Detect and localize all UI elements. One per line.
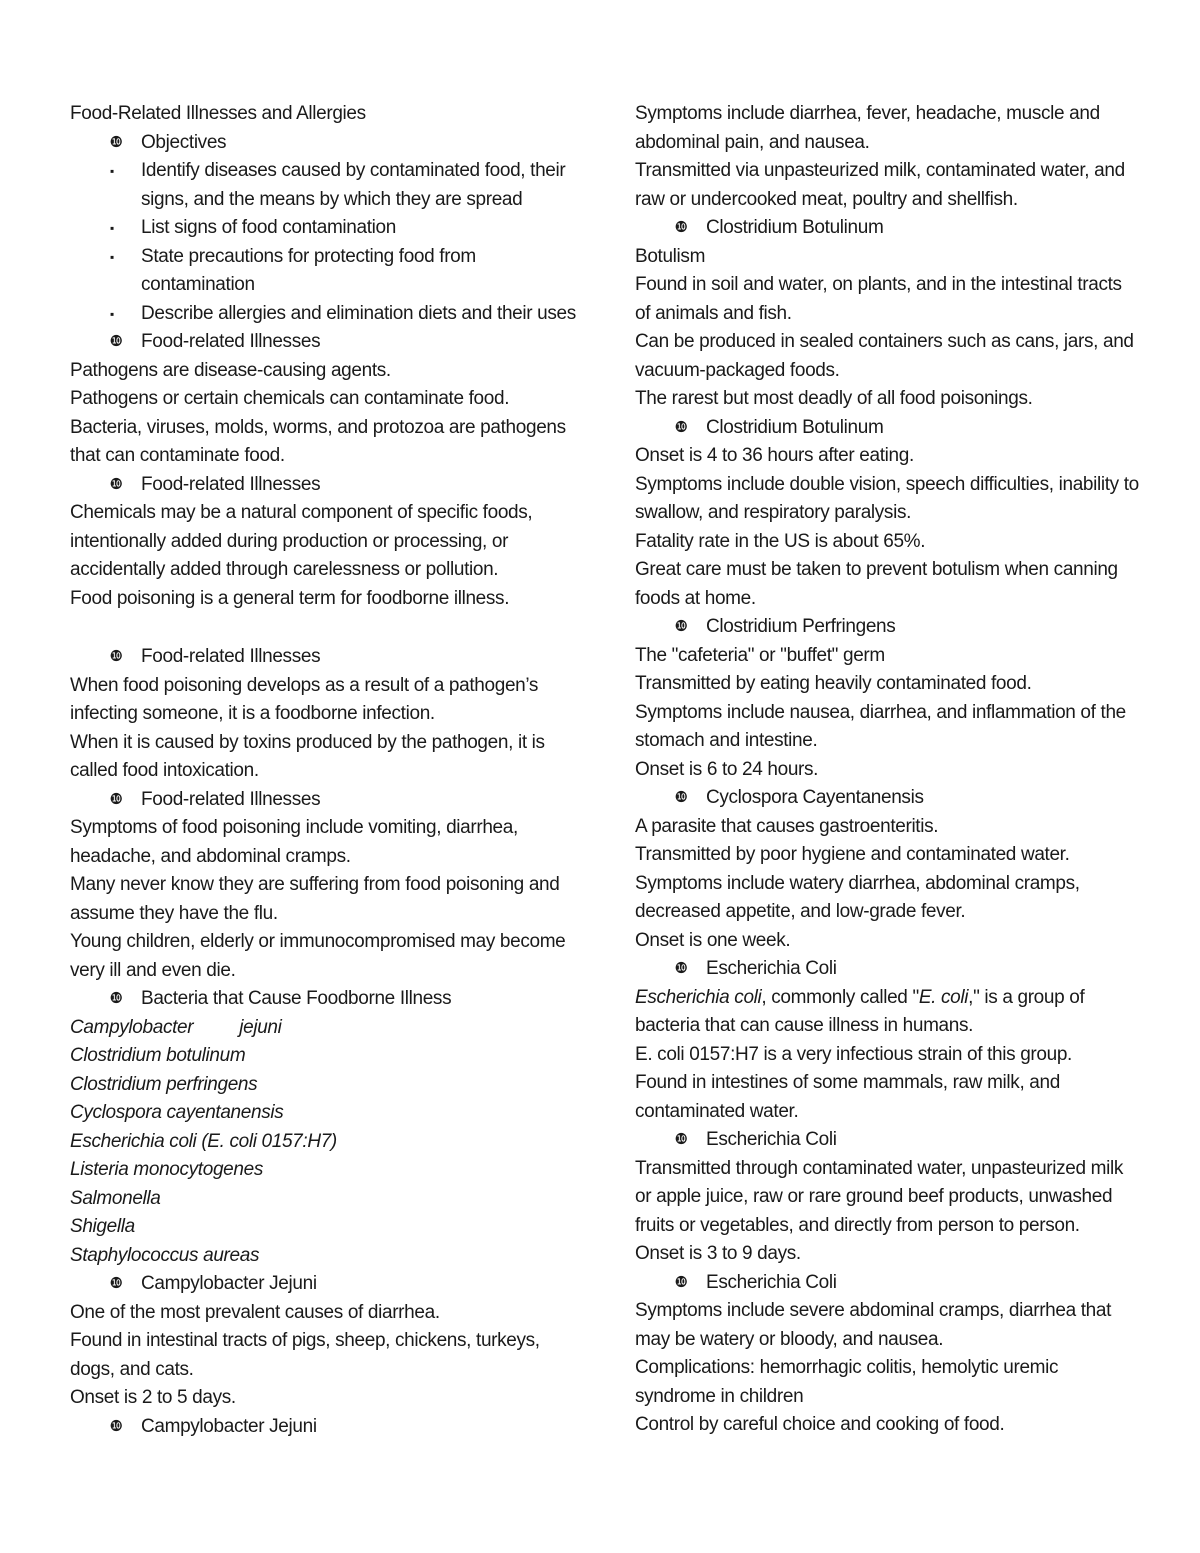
body-text: Found in intestinal tracts of pigs, sheep, chickens, turkeys, dogs, and cats. — [70, 1330, 540, 1380]
square-bullet-icon: ▪ — [110, 306, 114, 321]
bacteria-item: Staphylococcus aureas — [70, 1244, 260, 1266]
body-text: Symptoms include double vision, speech difficulties, inability to swallow, and respiratory paralysis. — [635, 473, 1139, 523]
body-text: One of the most prevalent causes of diarrhea. — [70, 1301, 440, 1323]
body-text: Found in soil and water, on plants, and in the intestinal tracts of animals and fish. — [635, 274, 1122, 324]
left-column — [70, 100, 580, 1441]
body-text: When food poisoning develops as a result of a pathogen’s infecting someone, it is a foodborne infection. — [70, 674, 539, 724]
objective-item: ▪ Describe allergies and elimination diets and their uses — [70, 300, 580, 329]
bacteria-item: Shigella — [70, 1216, 135, 1237]
body-text: Food poisoning is a general term for foodborne illness. — [70, 587, 510, 609]
body-text: Complications: hemorrhagic colitis, hemolytic uremic syndrome in children — [635, 1357, 1059, 1407]
section-heading: ❿ Bacteria that Cause Foodborne Illness — [70, 985, 580, 1014]
body-text: Can be produced in sealed containers such as cans, jars, and vacuum-packaged foods. — [635, 331, 1134, 381]
section-heading: ❿ Food-related Illnesses — [70, 786, 580, 815]
body-text: When it is caused by toxins produced by the pathogen, it is called food intoxication. — [70, 731, 545, 781]
bacteria-item: Salmonella — [70, 1187, 161, 1209]
square-bullet-icon: ▪ — [110, 164, 114, 178]
objectives-heading: ❿ Objectives — [70, 129, 580, 158]
bullet-icon: ❿ — [674, 789, 688, 806]
bacteria-item: Campylobacter jejuni — [70, 1016, 282, 1038]
body-text: Onset is 6 to 24 hours. — [635, 758, 819, 780]
body-text: Escherichia coli, commonly called "E. coli," is a group of bacteria that can cause illness in humans. — [635, 986, 1085, 1036]
body-text: Young children, elderly or immunocompromised may become very ill and even die. — [70, 931, 566, 981]
body-text: Onset is one week. — [635, 929, 791, 951]
body-text: Control by careful choice and cooking of food. — [635, 1414, 1005, 1435]
section-heading: ❿ Clostridium Botulinum — [635, 214, 1140, 243]
bullet-icon: ❿ — [109, 133, 123, 151]
body-text: Pathogens or certain chemicals can contaminate food. — [70, 388, 510, 409]
body-text: Onset is 2 to 5 days. — [70, 1387, 236, 1408]
body-text: Symptoms include severe abdominal cramps, diarrhea that may be watery or bloody, and nausea. — [635, 1300, 1112, 1350]
body-text: Transmitted by poor hygiene and contaminated water. — [635, 844, 1070, 865]
bullet-icon: ❿ — [109, 1417, 123, 1435]
body-text: Transmitted through contaminated water, unpasteurized milk or apple juice, raw or rare ground beef products, unwashed fruits or vegetables, and directly from person to person. — [635, 1157, 1124, 1236]
right-column — [635, 100, 1140, 1440]
body-text: Symptoms include watery diarrhea, abdominal cramps, decreased appetite, and low-grade fever. — [635, 872, 1080, 922]
body-text: Transmitted via unpasteurized milk, contaminated water, and raw or undercooked meat, poultry and shellfish. — [635, 160, 1125, 210]
bullet-icon: ❿ — [674, 960, 688, 977]
section-heading: ❿ Escherichia Coli — [635, 1126, 1140, 1155]
paragraph-gap — [70, 613, 580, 643]
square-bullet-icon: ▪ — [110, 221, 114, 235]
section-heading: ❿ Food-related Illnesses — [70, 328, 580, 357]
bullet-icon: ❿ — [109, 790, 123, 808]
section-heading: ❿ Campylobacter Jejuni — [70, 1413, 580, 1442]
bullet-icon: ❿ — [109, 1275, 123, 1292]
section-heading: ❿ Food-related Illnesses — [70, 471, 580, 500]
bullet-icon: ❿ — [109, 648, 123, 665]
section-heading: ❿ Clostridium Botulinum — [635, 414, 1140, 443]
body-text: Great care must be taken to prevent botulism when canning foods at home. — [635, 559, 1118, 609]
bullet-icon: ❿ — [109, 333, 123, 350]
bullet-icon: ❿ — [109, 475, 123, 493]
section-heading: ❿ Cyclospora Cayentanensis — [635, 784, 1140, 813]
body-text: The "cafeteria" or "buffet" germ — [635, 644, 885, 666]
body-text: E. coli 0157:H7 is a very infectious strain of this group. — [635, 1043, 1072, 1065]
body-text: Chemicals may be a natural component of specific foods, intentionally added during production or processing, or accidentally added through carelessness or pollution. — [70, 502, 533, 580]
body-text: Symptoms include diarrhea, fever, headache, muscle and abdominal pain, and nausea. — [635, 103, 1100, 153]
objective-item: ▪ State precautions for protecting food from contamination — [70, 243, 580, 300]
body-text: Many never know they are suffering from food poisoning and assume they have the flu. — [70, 874, 560, 924]
body-text: A parasite that causes gastroenteritis. — [635, 815, 939, 837]
body-text: Onset is 4 to 36 hours after eating. — [635, 445, 914, 466]
square-bullet-icon: ▪ — [110, 249, 114, 264]
section-heading: ❿ Clostridium Perfringens — [635, 613, 1140, 642]
bacteria-item: Cyclospora cayentanensis — [70, 1102, 284, 1123]
section-heading: ❿ Food-related Illnesses — [70, 643, 580, 672]
objective-item: ▪ Identify diseases caused by contaminated food, their signs, and the means by which they are spread — [70, 157, 580, 214]
bullet-icon: ❿ — [109, 990, 123, 1007]
section-heading: ❿ Escherichia Coli — [635, 955, 1140, 984]
body-text: Onset is 3 to 9 days. — [635, 1243, 801, 1264]
bacteria-item: Clostridium perfringens — [70, 1073, 258, 1095]
body-text: The rarest but most deadly of all food poisonings. — [635, 388, 1033, 409]
bullet-icon: ❿ — [674, 618, 688, 635]
bullet-icon: ❿ — [674, 219, 688, 236]
section-heading: ❿ Campylobacter Jejuni — [70, 1270, 580, 1299]
bullet-icon: ❿ — [674, 418, 688, 436]
body-text: Transmitted by eating heavily contaminated food. — [635, 673, 1032, 694]
body-text: Found in intestines of some mammals, raw milk, and contaminated water. — [635, 1072, 1060, 1122]
body-text: Symptoms of food poisoning include vomiting, diarrhea, headache, and abdominal cramps. — [70, 817, 518, 867]
body-text: Bacteria, viruses, molds, worms, and protozoa are pathogens that can contaminate food. — [70, 416, 566, 466]
bacteria-item: Escherichia coli (E. coli 0157:H7) — [70, 1130, 337, 1152]
section-heading: ❿ Escherichia Coli — [635, 1269, 1140, 1298]
bacteria-item: Clostridium botulinum — [70, 1045, 246, 1066]
body-text: Fatality rate in the US is about 65%. — [635, 530, 926, 552]
bacteria-item: Listeria monocytogenes — [70, 1159, 263, 1180]
body-text: Symptoms include nausea, diarrhea, and inflammation of the stomach and intestine. — [635, 701, 1126, 751]
objective-item: ▪ List signs of food contamination — [70, 214, 580, 243]
bullet-icon: ❿ — [674, 1131, 688, 1148]
bullet-icon: ❿ — [674, 1273, 688, 1291]
body-text: Pathogens are disease-causing agents. — [70, 359, 391, 381]
document-title: Food-Related Illnesses and Allergies — [70, 103, 366, 124]
body-text: Botulism — [635, 245, 706, 267]
